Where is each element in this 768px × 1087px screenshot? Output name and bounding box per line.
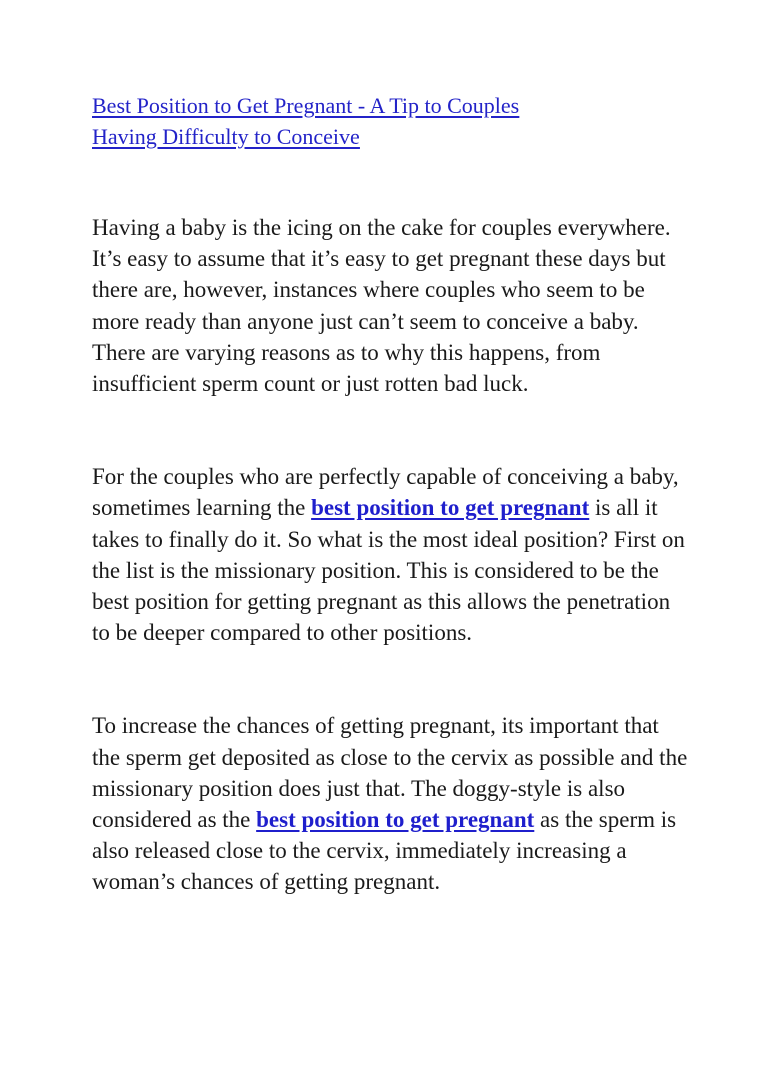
paragraph-positions-text-after: is all it takes to finally do it. So what is the most ideal position? First on the list is the missionary position. This is considered to be the best position for getting pregnant as this allows the penetration to be deeper compared to other positions. [92,495,685,646]
document-title [92,90,692,152]
paragraph-positions-text-before: For the couples who are perfectly capable of conceiving a baby, sometimes learning the [92,464,679,521]
paragraph-chances-text-after: as the sperm is also released close to the cervix, immediately increasing a woman’s chances of getting pregnant. [92,807,677,895]
paragraph-positions [92,461,692,648]
keyword-link-best-position[interactable]: best position to get pregnant [311,495,590,521]
title-link-line-1[interactable]: Best Position to Get Pregnant - A Tip to Couples [92,93,520,118]
paragraph-intro: Having a baby is the icing on the cake for couples everywhere. It’s easy to assume that it’s easy to get pregnant these days but there are, however, instances where couples who seem to be more ready than anyone just can’t seem to conceive a baby. There are varying reasons as to why this happens, from insufficient sperm count or just rotten bad luck. [92,215,671,397]
paragraph-chances [92,710,692,897]
document-page [92,90,692,898]
title-link-line-2[interactable]: Having Difficulty to Conceive [92,124,360,149]
keyword-link-best-position-2[interactable]: best position to get pregnant [256,807,535,833]
paragraph-chances-text-before: To increase the chances of getting pregnant, its important that the sperm get deposited as close to the cervix as possible and the missionary position does just that. The doggy-style is also considered as the [92,713,688,833]
